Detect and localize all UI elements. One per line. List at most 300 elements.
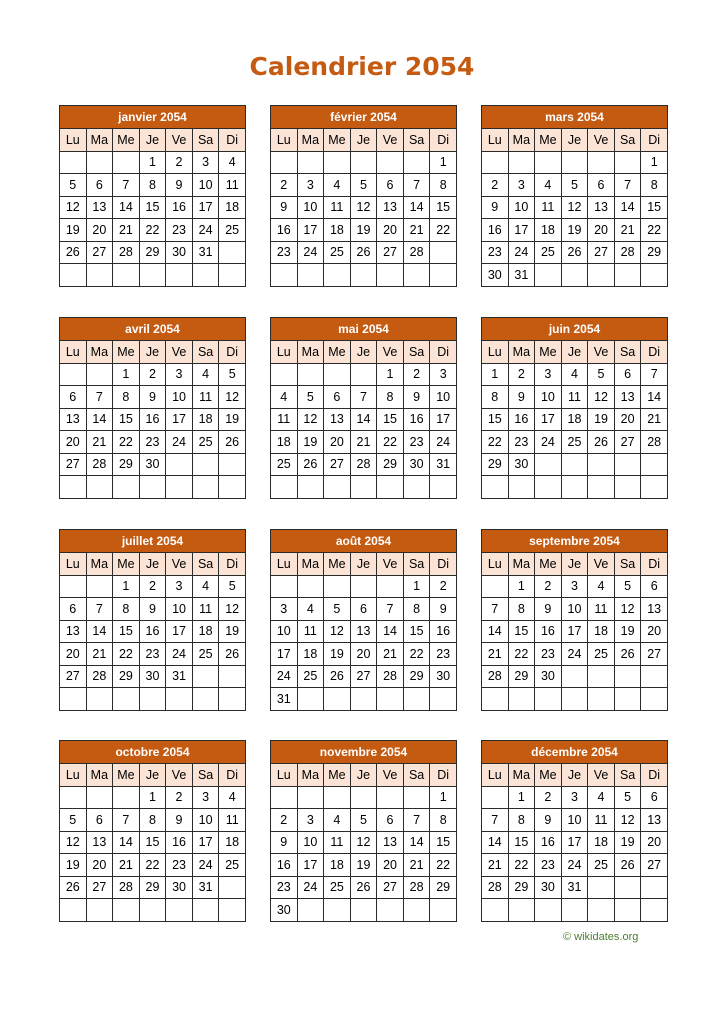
day-cell: 4 bbox=[588, 786, 615, 809]
weekday-label: Ve bbox=[166, 553, 193, 576]
empty-cell bbox=[86, 899, 113, 922]
weekday-label: Me bbox=[535, 553, 562, 576]
day-cell: 20 bbox=[588, 219, 615, 242]
day-cell: 22 bbox=[430, 219, 457, 242]
month-title: février 2054 bbox=[271, 106, 457, 129]
weekday-label: Sa bbox=[192, 553, 219, 576]
day-cell: 1 bbox=[641, 151, 668, 174]
month-title: mai 2054 bbox=[271, 318, 457, 341]
empty-cell bbox=[297, 786, 324, 809]
month-table bbox=[59, 317, 246, 499]
empty-cell bbox=[430, 264, 457, 287]
day-cell: 9 bbox=[535, 809, 562, 832]
empty-cell bbox=[139, 264, 166, 287]
day-cell: 13 bbox=[324, 408, 351, 431]
day-cell: 20 bbox=[614, 408, 641, 431]
day-cell: 15 bbox=[403, 620, 430, 643]
day-cell: 5 bbox=[561, 174, 588, 197]
day-cell: 16 bbox=[535, 620, 562, 643]
day-cell: 29 bbox=[113, 453, 140, 476]
day-cell: 29 bbox=[641, 241, 668, 264]
empty-cell bbox=[614, 876, 641, 899]
weekday-label: Me bbox=[535, 341, 562, 364]
day-cell: 7 bbox=[86, 386, 113, 409]
day-cell: 11 bbox=[219, 174, 246, 197]
empty-cell bbox=[139, 688, 166, 711]
weekday-label: Lu bbox=[271, 553, 298, 576]
day-cell: 8 bbox=[139, 174, 166, 197]
day-cell: 10 bbox=[166, 598, 193, 621]
weekday-label: Ma bbox=[297, 553, 324, 576]
day-cell: 4 bbox=[324, 809, 351, 832]
empty-cell bbox=[561, 476, 588, 499]
day-cell: 25 bbox=[192, 643, 219, 666]
day-cell: 6 bbox=[614, 363, 641, 386]
weekday-label: Di bbox=[641, 341, 668, 364]
day-cell: 29 bbox=[139, 241, 166, 264]
day-cell: 26 bbox=[297, 453, 324, 476]
empty-cell bbox=[561, 151, 588, 174]
day-cell: 2 bbox=[139, 575, 166, 598]
day-cell: 21 bbox=[641, 408, 668, 431]
day-cell: 12 bbox=[561, 196, 588, 219]
month-title: juin 2054 bbox=[482, 318, 668, 341]
month-table bbox=[270, 317, 457, 499]
empty-cell bbox=[219, 665, 246, 688]
day-cell: 5 bbox=[614, 786, 641, 809]
day-cell: 21 bbox=[482, 643, 509, 666]
weekday-label: Sa bbox=[614, 129, 641, 152]
weekday-label: Je bbox=[139, 764, 166, 787]
day-cell: 5 bbox=[219, 575, 246, 598]
month-table bbox=[481, 740, 668, 922]
empty-cell bbox=[350, 151, 377, 174]
day-cell: 9 bbox=[403, 386, 430, 409]
empty-cell bbox=[377, 151, 404, 174]
day-cell: 27 bbox=[641, 854, 668, 877]
weekday-label: Di bbox=[219, 553, 246, 576]
empty-cell bbox=[403, 264, 430, 287]
day-cell: 3 bbox=[297, 174, 324, 197]
day-cell: 8 bbox=[641, 174, 668, 197]
day-cell: 1 bbox=[139, 151, 166, 174]
day-cell: 22 bbox=[508, 643, 535, 666]
day-cell: 22 bbox=[508, 854, 535, 877]
weekday-label: Me bbox=[324, 553, 351, 576]
empty-cell bbox=[271, 363, 298, 386]
day-cell: 13 bbox=[86, 831, 113, 854]
weekday-label: Ma bbox=[297, 341, 324, 364]
day-cell: 22 bbox=[113, 643, 140, 666]
weekday-label: Ve bbox=[377, 764, 404, 787]
day-cell: 16 bbox=[482, 219, 509, 242]
empty-cell bbox=[219, 476, 246, 499]
weekday-label: Sa bbox=[614, 764, 641, 787]
day-cell: 18 bbox=[192, 620, 219, 643]
month-calendar bbox=[270, 529, 457, 711]
weekday-label: Ma bbox=[297, 129, 324, 152]
empty-cell bbox=[86, 786, 113, 809]
day-cell: 2 bbox=[139, 363, 166, 386]
empty-cell bbox=[139, 476, 166, 499]
day-cell: 26 bbox=[60, 876, 87, 899]
day-cell: 19 bbox=[60, 854, 87, 877]
day-cell: 4 bbox=[535, 174, 562, 197]
day-cell: 13 bbox=[60, 620, 87, 643]
day-cell: 27 bbox=[60, 453, 87, 476]
day-cell: 23 bbox=[139, 431, 166, 454]
day-cell: 14 bbox=[113, 196, 140, 219]
day-cell: 4 bbox=[219, 786, 246, 809]
weekday-label: Sa bbox=[192, 764, 219, 787]
weekday-label: Me bbox=[113, 764, 140, 787]
empty-cell bbox=[535, 151, 562, 174]
day-cell: 24 bbox=[192, 854, 219, 877]
empty-cell bbox=[403, 476, 430, 499]
day-cell: 9 bbox=[430, 598, 457, 621]
day-cell: 5 bbox=[350, 174, 377, 197]
day-cell: 3 bbox=[271, 598, 298, 621]
day-cell: 10 bbox=[561, 598, 588, 621]
day-cell: 15 bbox=[430, 831, 457, 854]
day-cell: 9 bbox=[482, 196, 509, 219]
day-cell: 19 bbox=[350, 854, 377, 877]
weekday-label: Ve bbox=[588, 764, 615, 787]
weekday-label: Me bbox=[113, 129, 140, 152]
empty-cell bbox=[192, 899, 219, 922]
day-cell: 21 bbox=[377, 643, 404, 666]
day-cell: 9 bbox=[139, 598, 166, 621]
weekday-label: Je bbox=[350, 764, 377, 787]
month-title: août 2054 bbox=[271, 530, 457, 553]
empty-cell bbox=[535, 264, 562, 287]
day-cell: 28 bbox=[86, 453, 113, 476]
weekday-label: Sa bbox=[403, 341, 430, 364]
empty-cell bbox=[614, 899, 641, 922]
day-cell: 29 bbox=[139, 876, 166, 899]
empty-cell bbox=[508, 688, 535, 711]
day-cell: 25 bbox=[561, 431, 588, 454]
day-cell: 22 bbox=[641, 219, 668, 242]
empty-cell bbox=[297, 476, 324, 499]
day-cell: 24 bbox=[297, 876, 324, 899]
weekday-label: Je bbox=[350, 129, 377, 152]
empty-cell bbox=[113, 264, 140, 287]
empty-cell bbox=[614, 151, 641, 174]
weekday-label: Ma bbox=[508, 341, 535, 364]
day-cell: 6 bbox=[86, 809, 113, 832]
weekday-label: Ma bbox=[508, 764, 535, 787]
day-cell: 30 bbox=[508, 453, 535, 476]
month-title: septembre 2054 bbox=[482, 530, 668, 553]
day-cell: 11 bbox=[192, 386, 219, 409]
day-cell: 24 bbox=[561, 854, 588, 877]
day-cell: 10 bbox=[192, 174, 219, 197]
day-cell: 7 bbox=[641, 363, 668, 386]
day-cell: 5 bbox=[60, 809, 87, 832]
day-cell: 28 bbox=[113, 241, 140, 264]
empty-cell bbox=[588, 264, 615, 287]
day-cell: 19 bbox=[219, 408, 246, 431]
month-table bbox=[59, 529, 246, 711]
day-cell: 11 bbox=[271, 408, 298, 431]
weekday-label: Me bbox=[324, 764, 351, 787]
day-cell: 18 bbox=[271, 431, 298, 454]
empty-cell bbox=[86, 151, 113, 174]
weekday-label: Je bbox=[561, 341, 588, 364]
day-cell: 7 bbox=[350, 386, 377, 409]
weekday-label: Je bbox=[561, 553, 588, 576]
weekday-label: Lu bbox=[482, 553, 509, 576]
day-cell: 2 bbox=[403, 363, 430, 386]
day-cell: 16 bbox=[271, 854, 298, 877]
empty-cell bbox=[403, 899, 430, 922]
day-cell: 6 bbox=[588, 174, 615, 197]
empty-cell bbox=[403, 151, 430, 174]
empty-cell bbox=[113, 151, 140, 174]
empty-cell bbox=[377, 688, 404, 711]
empty-cell bbox=[271, 151, 298, 174]
day-cell: 20 bbox=[60, 431, 87, 454]
day-cell: 3 bbox=[561, 786, 588, 809]
day-cell: 21 bbox=[403, 219, 430, 242]
month-calendar bbox=[59, 317, 246, 499]
empty-cell bbox=[60, 476, 87, 499]
day-cell: 18 bbox=[192, 408, 219, 431]
weekday-label: Lu bbox=[482, 341, 509, 364]
empty-cell bbox=[508, 151, 535, 174]
empty-cell bbox=[508, 476, 535, 499]
empty-cell bbox=[641, 876, 668, 899]
day-cell: 30 bbox=[166, 241, 193, 264]
empty-cell bbox=[641, 476, 668, 499]
day-cell: 7 bbox=[86, 598, 113, 621]
day-cell: 28 bbox=[641, 431, 668, 454]
day-cell: 13 bbox=[377, 831, 404, 854]
day-cell: 8 bbox=[403, 598, 430, 621]
month-title: décembre 2054 bbox=[482, 741, 668, 764]
day-cell: 14 bbox=[482, 620, 509, 643]
day-cell: 10 bbox=[297, 831, 324, 854]
empty-cell bbox=[219, 241, 246, 264]
day-cell: 4 bbox=[271, 386, 298, 409]
day-cell: 13 bbox=[86, 196, 113, 219]
day-cell: 18 bbox=[297, 643, 324, 666]
weekday-label: Lu bbox=[60, 553, 87, 576]
day-cell: 25 bbox=[271, 453, 298, 476]
empty-cell bbox=[60, 151, 87, 174]
day-cell: 23 bbox=[535, 854, 562, 877]
day-cell: 11 bbox=[588, 598, 615, 621]
day-cell: 2 bbox=[535, 786, 562, 809]
day-cell: 9 bbox=[271, 831, 298, 854]
empty-cell bbox=[192, 688, 219, 711]
month-table bbox=[481, 529, 668, 711]
day-cell: 8 bbox=[113, 598, 140, 621]
day-cell: 21 bbox=[614, 219, 641, 242]
empty-cell bbox=[403, 786, 430, 809]
day-cell: 6 bbox=[60, 598, 87, 621]
empty-cell bbox=[588, 899, 615, 922]
day-cell: 14 bbox=[377, 620, 404, 643]
day-cell: 7 bbox=[482, 598, 509, 621]
day-cell: 25 bbox=[535, 241, 562, 264]
weekday-label: Lu bbox=[60, 341, 87, 364]
empty-cell bbox=[271, 786, 298, 809]
day-cell: 4 bbox=[192, 363, 219, 386]
day-cell: 3 bbox=[166, 363, 193, 386]
day-cell: 4 bbox=[297, 598, 324, 621]
day-cell: 12 bbox=[350, 196, 377, 219]
month-title: juillet 2054 bbox=[60, 530, 246, 553]
weekday-label: Lu bbox=[482, 129, 509, 152]
empty-cell bbox=[350, 575, 377, 598]
day-cell: 8 bbox=[508, 809, 535, 832]
day-cell: 4 bbox=[324, 174, 351, 197]
month-table bbox=[481, 317, 668, 499]
day-cell: 2 bbox=[430, 575, 457, 598]
empty-cell bbox=[561, 453, 588, 476]
footer-credit[interactable]: © wikidates.org bbox=[563, 931, 639, 943]
day-cell: 8 bbox=[113, 386, 140, 409]
empty-cell bbox=[113, 899, 140, 922]
weekday-label: Sa bbox=[614, 341, 641, 364]
empty-cell bbox=[508, 899, 535, 922]
day-cell: 8 bbox=[508, 598, 535, 621]
day-cell: 16 bbox=[535, 831, 562, 854]
day-cell: 8 bbox=[139, 809, 166, 832]
empty-cell bbox=[324, 476, 351, 499]
day-cell: 21 bbox=[482, 854, 509, 877]
day-cell: 24 bbox=[271, 665, 298, 688]
empty-cell bbox=[561, 688, 588, 711]
weekday-label: Sa bbox=[403, 129, 430, 152]
day-cell: 3 bbox=[535, 363, 562, 386]
page-title: Calendrier 2054 bbox=[249, 52, 475, 81]
empty-cell bbox=[219, 453, 246, 476]
empty-cell bbox=[219, 876, 246, 899]
day-cell: 6 bbox=[324, 386, 351, 409]
empty-cell bbox=[271, 476, 298, 499]
day-cell: 23 bbox=[403, 431, 430, 454]
empty-cell bbox=[192, 453, 219, 476]
empty-cell bbox=[60, 575, 87, 598]
day-cell: 19 bbox=[614, 620, 641, 643]
empty-cell bbox=[60, 899, 87, 922]
day-cell: 7 bbox=[113, 174, 140, 197]
month-title: avril 2054 bbox=[60, 318, 246, 341]
day-cell: 27 bbox=[614, 431, 641, 454]
day-cell: 20 bbox=[350, 643, 377, 666]
day-cell: 30 bbox=[139, 453, 166, 476]
empty-cell bbox=[614, 453, 641, 476]
weekday-label: Me bbox=[113, 341, 140, 364]
day-cell: 3 bbox=[508, 174, 535, 197]
empty-cell bbox=[614, 264, 641, 287]
day-cell: 12 bbox=[219, 386, 246, 409]
day-cell: 26 bbox=[324, 665, 351, 688]
day-cell: 12 bbox=[614, 809, 641, 832]
empty-cell bbox=[192, 476, 219, 499]
day-cell: 13 bbox=[641, 598, 668, 621]
day-cell: 15 bbox=[430, 196, 457, 219]
day-cell: 3 bbox=[166, 575, 193, 598]
day-cell: 21 bbox=[350, 431, 377, 454]
weekday-label: Ve bbox=[588, 553, 615, 576]
empty-cell bbox=[113, 476, 140, 499]
day-cell: 19 bbox=[219, 620, 246, 643]
empty-cell bbox=[113, 688, 140, 711]
day-cell: 16 bbox=[139, 408, 166, 431]
day-cell: 3 bbox=[561, 575, 588, 598]
month-calendar bbox=[270, 740, 457, 922]
empty-cell bbox=[403, 688, 430, 711]
day-cell: 6 bbox=[60, 386, 87, 409]
day-cell: 16 bbox=[166, 831, 193, 854]
day-cell: 20 bbox=[86, 219, 113, 242]
empty-cell bbox=[192, 264, 219, 287]
day-cell: 18 bbox=[535, 219, 562, 242]
day-cell: 21 bbox=[403, 854, 430, 877]
day-cell: 15 bbox=[508, 831, 535, 854]
day-cell: 21 bbox=[113, 219, 140, 242]
day-cell: 7 bbox=[377, 598, 404, 621]
day-cell: 3 bbox=[430, 363, 457, 386]
weekday-label: Ma bbox=[86, 341, 113, 364]
day-cell: 6 bbox=[377, 174, 404, 197]
day-cell: 11 bbox=[324, 831, 351, 854]
day-cell: 4 bbox=[588, 575, 615, 598]
month-title: novembre 2054 bbox=[271, 741, 457, 764]
day-cell: 19 bbox=[588, 408, 615, 431]
day-cell: 5 bbox=[614, 575, 641, 598]
day-cell: 31 bbox=[430, 453, 457, 476]
empty-cell bbox=[297, 688, 324, 711]
weekday-label: Je bbox=[139, 341, 166, 364]
day-cell: 25 bbox=[297, 665, 324, 688]
weekday-label: Lu bbox=[60, 764, 87, 787]
empty-cell bbox=[166, 264, 193, 287]
day-cell: 17 bbox=[297, 854, 324, 877]
empty-cell bbox=[482, 688, 509, 711]
day-cell: 11 bbox=[535, 196, 562, 219]
day-cell: 18 bbox=[588, 620, 615, 643]
weekday-label: Di bbox=[430, 341, 457, 364]
month-table bbox=[59, 740, 246, 922]
day-cell: 2 bbox=[166, 786, 193, 809]
month-table bbox=[270, 740, 457, 922]
day-cell: 19 bbox=[614, 831, 641, 854]
empty-cell bbox=[614, 476, 641, 499]
day-cell: 31 bbox=[192, 876, 219, 899]
day-cell: 5 bbox=[350, 809, 377, 832]
day-cell: 23 bbox=[508, 431, 535, 454]
month-title: octobre 2054 bbox=[60, 741, 246, 764]
day-cell: 15 bbox=[113, 620, 140, 643]
day-cell: 25 bbox=[219, 854, 246, 877]
day-cell: 20 bbox=[377, 854, 404, 877]
empty-cell bbox=[297, 575, 324, 598]
day-cell: 15 bbox=[641, 196, 668, 219]
day-cell: 28 bbox=[350, 453, 377, 476]
day-cell: 14 bbox=[113, 831, 140, 854]
day-cell: 17 bbox=[508, 219, 535, 242]
weekday-label: Di bbox=[430, 129, 457, 152]
empty-cell bbox=[324, 264, 351, 287]
day-cell: 9 bbox=[508, 386, 535, 409]
day-cell: 1 bbox=[113, 363, 140, 386]
weekday-label: Ve bbox=[166, 129, 193, 152]
